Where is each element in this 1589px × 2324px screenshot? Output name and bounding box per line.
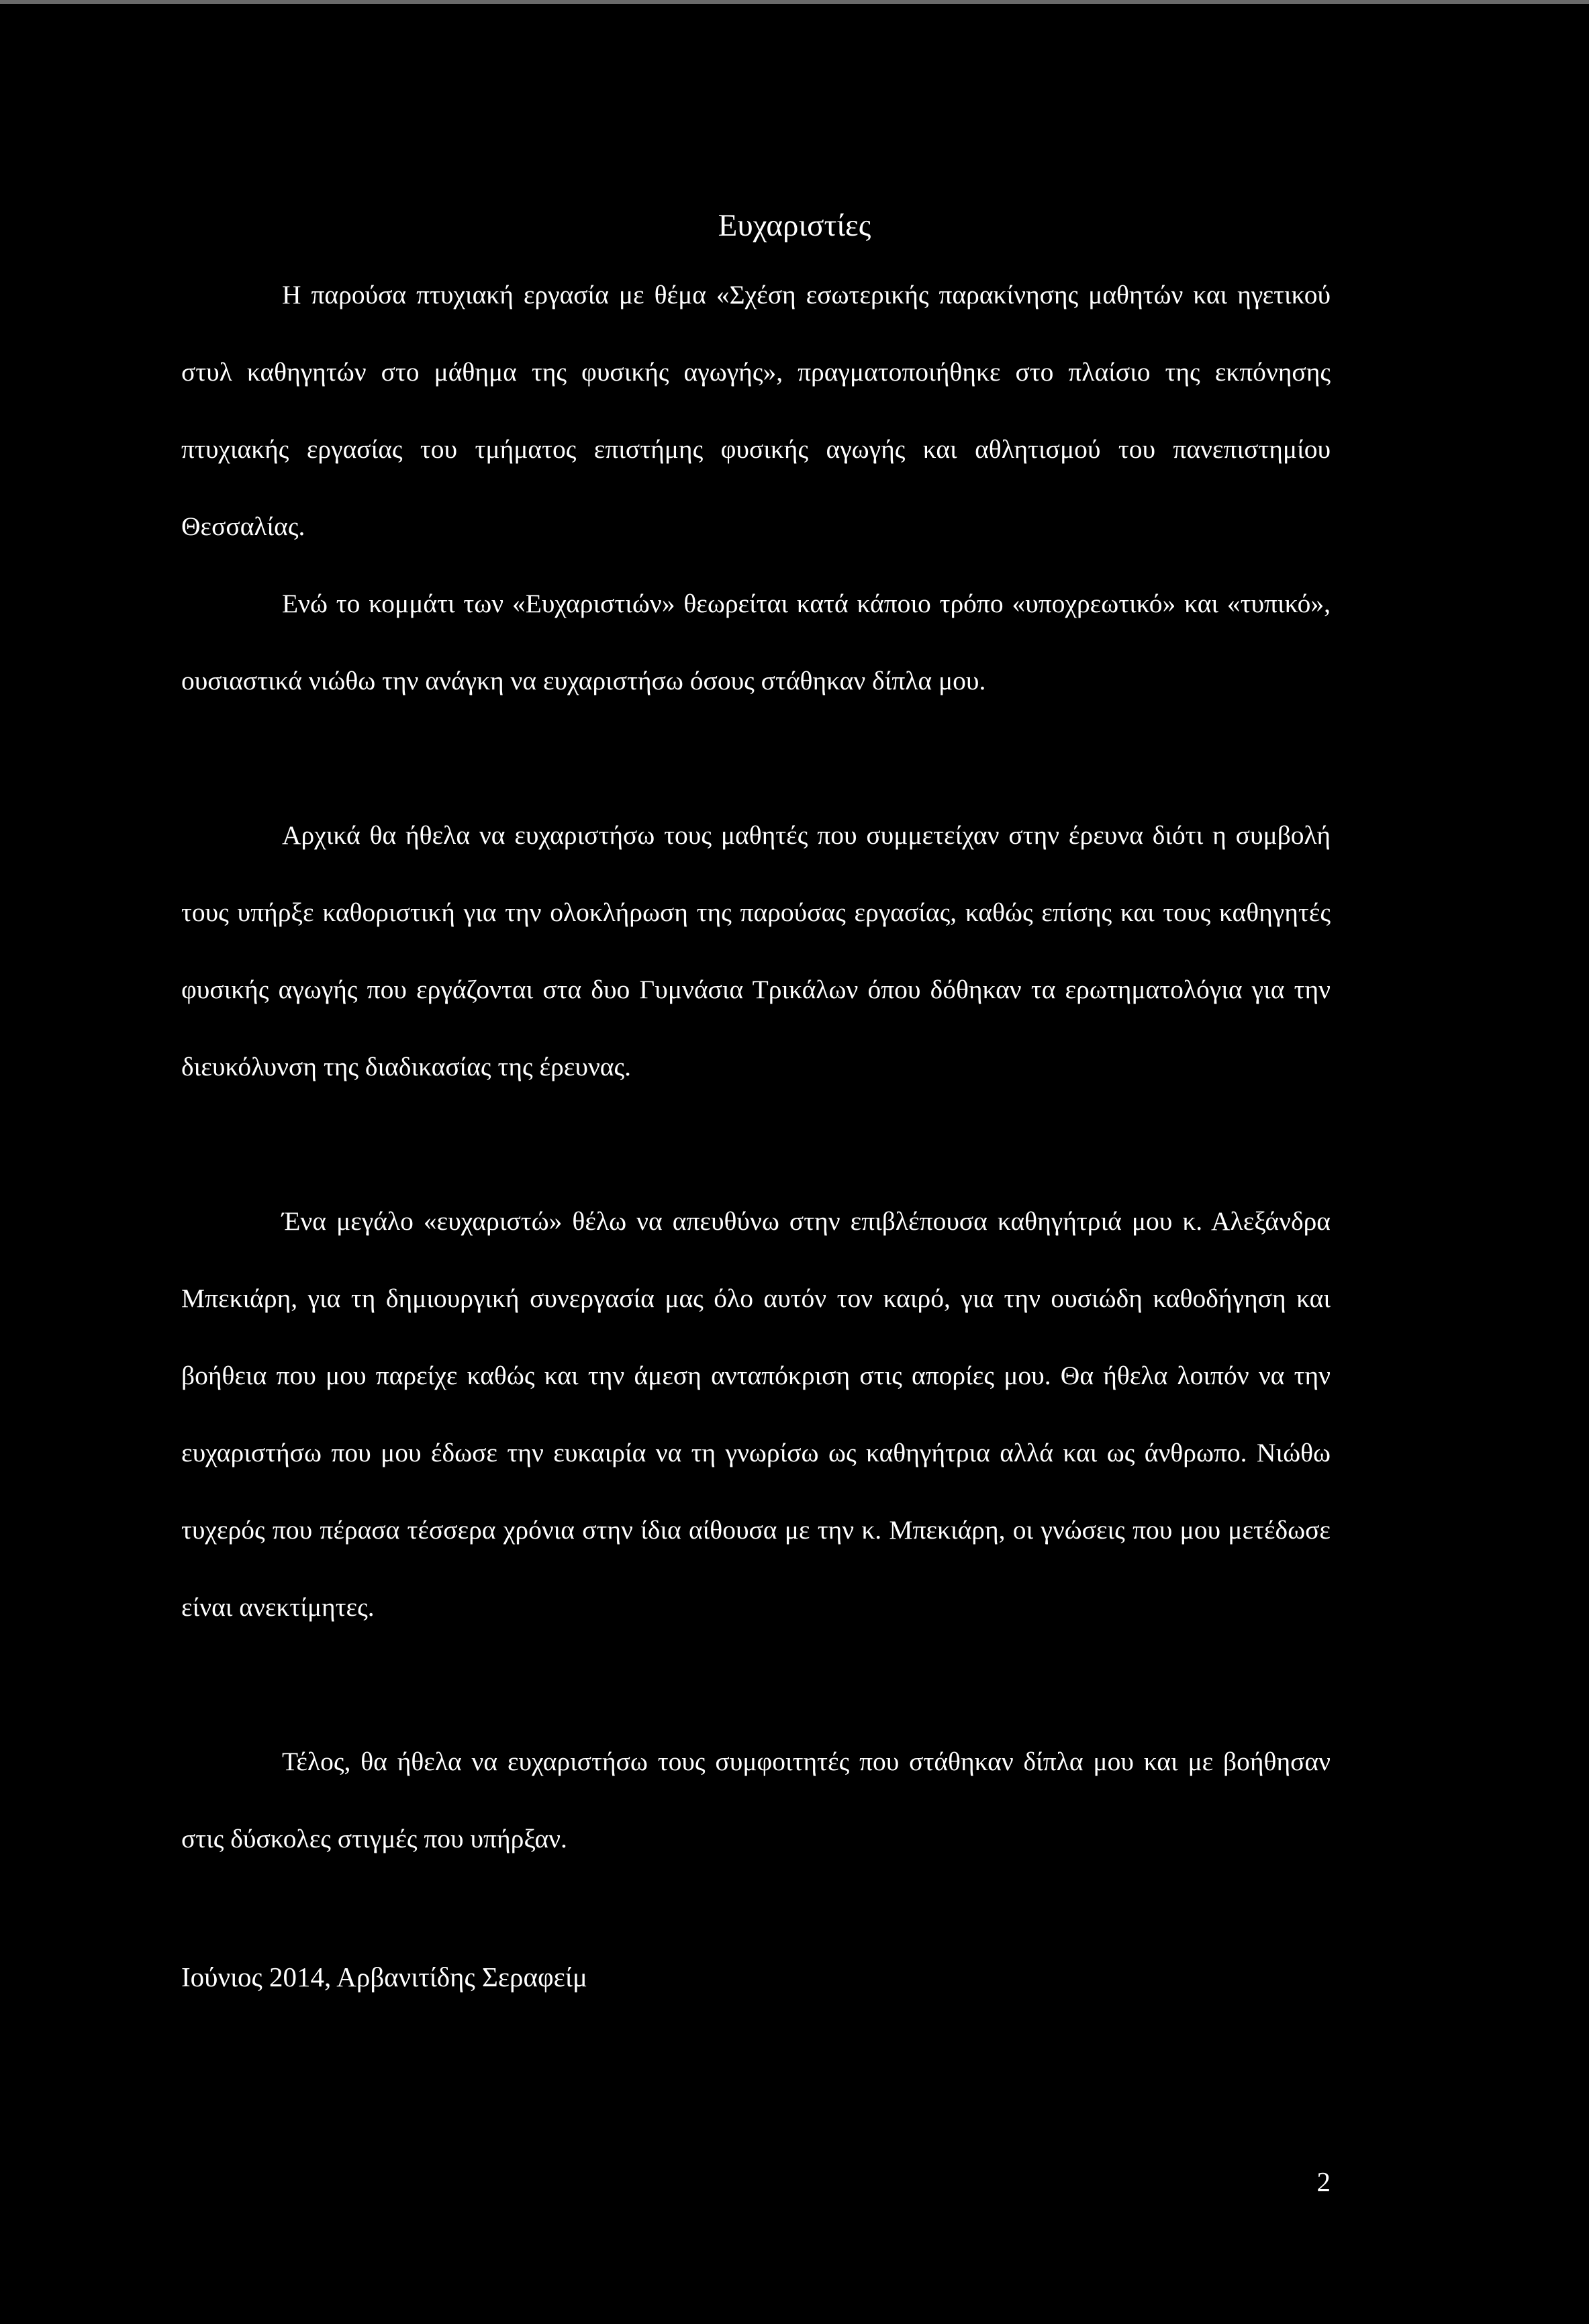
paragraph-intro: Η παρούσα πτυχιακή εργασία με θέμα «Σχέση εσωτερικής παρακίνησης μαθητών και ηγετικού στυλ καθηγητών στο μάθημα της φυσικής αγωγής», πραγματοποιήθηκε στο πλαίσιο της εκπόνησης πτυχιακής εργασίας του τμήματος επιστήμης φυσικής αγωγής και αθλητισμού του πανεπιστημίου Θεσσαλίας.	[181, 280, 1331, 541]
paragraph-purpose: Ενώ το κομμάτι των «Ευχαριστιών» θεωρείται κατά κάποιο τρόπο «υποχρεωτικό» και «τυπικό», ουσιαστικά νιώθω την ανάγκη να ευχαριστήσω όσους στάθηκαν δίπλα μου.	[181, 589, 1331, 695]
paragraph-classmates: Τέλος, θα ήθελα να ευχαριστήσω τους συμφοιτητές που στάθηκαν δίπλα μου και με βοήθησαν στις δύσκολες στιγμές που υπήρξαν.	[181, 1747, 1331, 1853]
page-number: 2	[1316, 2166, 1331, 2197]
top-edge-rule	[0, 0, 1589, 4]
page-title: Ευχαριστίες	[718, 208, 871, 243]
signature-line: Ιούνιος 2014, Αρβανιτίδης Σεραφείμ	[181, 1962, 587, 1992]
paragraph-students: Αρχικά θα ήθελα να ευχαριστήσω τους μαθητές που συμμετείχαν στην έρευνα διότι η συμβολή τους υπήρξε καθοριστική για την ολοκλήρωση της παρούσας εργασίας, καθώς επίσης και τους καθηγητές φυσικής αγωγής που εργάζονται στα δυο Γυμνάσια Τρικάλων όπου δόθηκαν τα ερωτηματολόγια για την διευκόλυνση της διαδικασίας της έρευνας.	[181, 820, 1331, 1081]
paragraph-supervisor: Ένα μεγάλο «ευχαριστώ» θέλω να απευθύνω στην επιβλέπουσα καθηγήτριά μου κ. Αλεξάνδρα Μπεκιάρη, για τη δημιουργική συνεργασία μας όλο αυτόν τον καιρό, για την ουσιώδη καθοδήγηση και βοήθεια που μου παρείχε καθώς και την άμεση ανταπόκριση στις απορίες μου. Θα ήθελα λοιπόν να την ευχαριστήσω που μου έδωσε την ευκαιρία να τη γνωρίσω ως καθηγήτρια αλλά και ως άνθρωπο. Νιώθω τυχερός που πέρασα τέσσερα χρόνια στην ίδια αίθουσα με την κ. Μπεκιάρη, οι γνώσεις που μου μετέδωσε είναι ανεκτίμητες.	[181, 1206, 1331, 1622]
